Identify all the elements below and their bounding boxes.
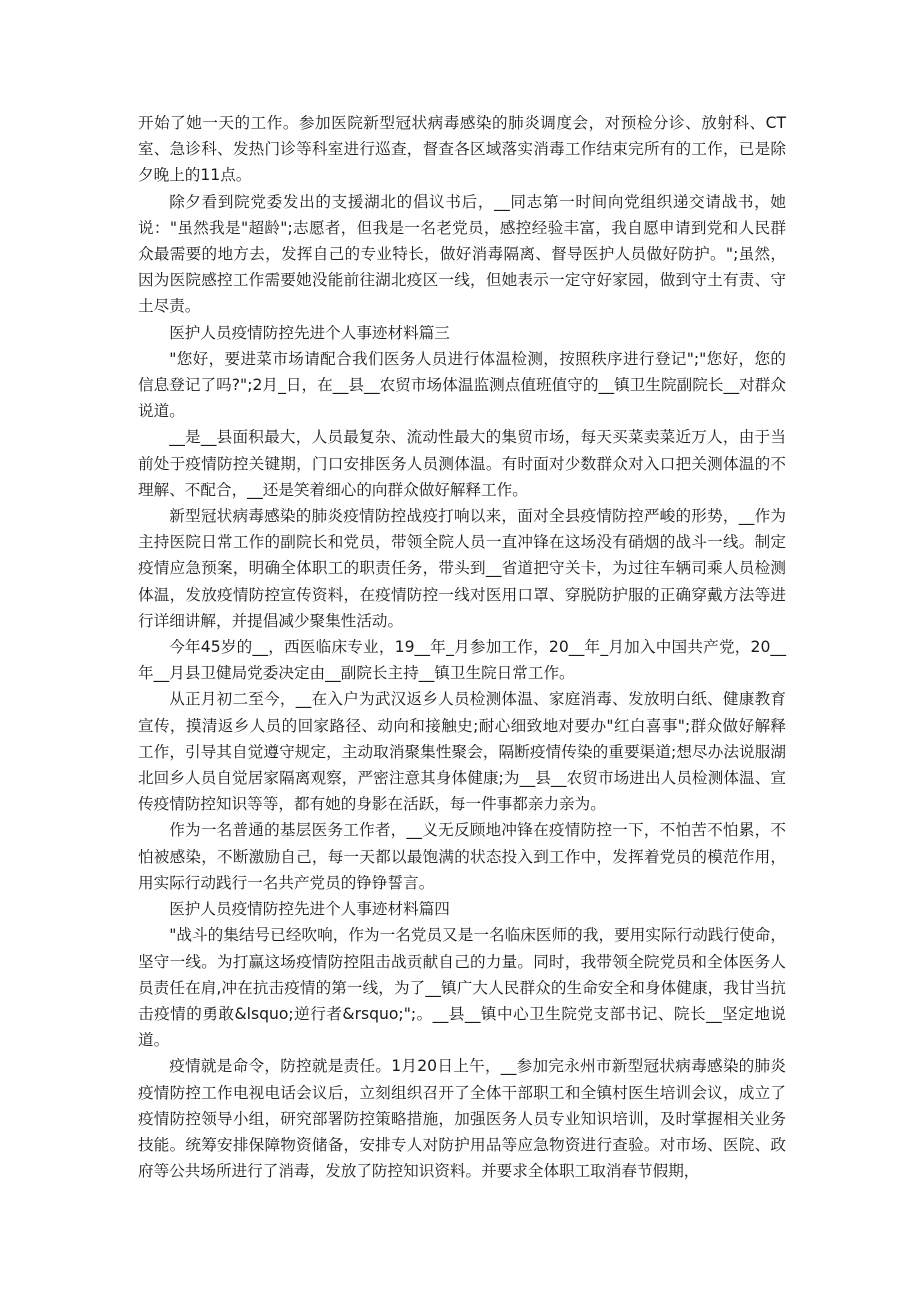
paragraph-continuation: 开始了她一天的工作。参加医院新型冠状病毒感染的肺炎调度会，对预检分诊、放射科、CT室、急诊科、发热门诊等科室进行巡查，督查各区域落实消毒工作结束完所有的工作，已是除夕晚上的11点。: [138, 114, 786, 185]
paragraph-market-greeting: "您好，要进菜市场请配合我们医务人员进行体温检测，按照秩序进行登记";"您好，您的信息登记了吗?";2月_日，在__县__农贸市场体温监测点值班值守的__镇卫生院副院长__对群众说道。: [138, 349, 786, 421]
paragraph-volunteer-request: 除夕看到院党委发出的支援湖北的倡议书后，__同志第一时间向党组织递交请战书，她说："虽然我是"超龄";志愿者，但我是一名老党员，感控经验丰富，我自愿申请到党和人民群众最需要的地方去，发挥自己的专业特长，做好消毒隔离、督导医护人员做好防护。";虽然，因为医院感控工作需要她没能前往湖北疫区一线，但她表示一定守好家园，做到守土有责、守土尽责。: [138, 192, 786, 316]
paragraph-biography: 今年45岁的__，西医临床专业，19__年_月参加工作，20__年_月加入中国共产党，20__年__月县卫健局党委决定由__副院长主持__镇卫生院日常工作。: [138, 638, 786, 683]
section-heading-part-four: 医护人员疫情防控先进个人事迹材料篇四: [169, 900, 450, 919]
section-heading-part-three: 医护人员疫情防控先进个人事迹材料篇三: [169, 323, 450, 342]
paragraph-battle-call: "战斗的集结号已经吹响，作为一名党员又是一名临床医师的我，要用实际行动践行使命，坚守一线。为打赢这场疫情防控阻击战贡献自己的力量。同时，我带领全院党员和全体医务人员责任在肩,冲在抗击疫情的第一线，为了__镇广大人民群众的生命安全和身体健康，我甘当抗击疫情的勇敢&lsquo;逆行者&rsquo;";。__县__镇中心卫生院党支部书记、院长__坚定地说道。: [138, 926, 786, 1050]
document-page: [138, 110, 786, 1184]
paragraph-dedication: 作为一名普通的基层医务工作者，__义无反顾地冲锋在疫情防控一下，不怕苦不怕累，不怕被感染，不断激励自己，每一天都以最饱满的状态投入到工作中，发挥着党员的模范作用，用实际行动践行一名共产党员的铮铮誓言。: [138, 821, 786, 892]
paragraph-home-visits: 从正月初二至今，__在入户为武汉返乡人员检测体温、家庭消毒、发放明白纸、健康教育宣传，摸清返乡人员的回家路径、动向和接触史;耐心细致地对要办"红白喜事";群众做好解释工作，引导其自觉遵守规定，主动取消聚集性聚会，隔断疫情传染的重要渠道;想尽办法说服湖北回乡人员自觉居家隔离观察，严密注意其身体健康;为__县__农贸市场进出人员检测体温、宣传疫情防控知识等等，都有她的身影在活跃，每一件事都亲力亲为。: [138, 690, 786, 814]
paragraph-command-duty: 疫情就是命令，防控就是责任。1月20日上午，__参加完永州市新型冠状病毒感染的肺炎疫情防控工作电视电话会议后，立刻组织召开了全体干部职工和全镇村医生培训会议，成立了疫情防控领导小组，研究部署防控策略措施，加强医务人员专业知识培训，及时掌握相关业务技能。统筹安排保障物资储备，安排专人对防护用品等应急物资进行查验。对市场、医院、政府等公共场所进行了消毒，发放了防控知识资料。并要求全体职工取消春节假期，: [138, 1057, 786, 1181]
paragraph-epidemic-response: 新型冠状病毒感染的肺炎疫情防控战疫打响以来，面对全县疫情防控严峻的形势，__作为主持医院日常工作的副院长和党员，带领全院人员一直冲锋在这场没有硝烟的战斗一线。制定疫情应急预案，明确全体职工的职责任务，带头到__省道把守关卡，为过往车辆司乘人员检测体温，发放疫情防控宣传资料，在疫情防控一线对医用口罩、穿脱防护服的正确穿戴方法等进行详细讲解，并提倡减少聚集性活动。: [138, 507, 786, 630]
paragraph-market-description: __是__县面积最大，人员最复杂、流动性最大的集贸市场，每天买菜卖菜近万人，由于当前处于疫情防控关键期，门口安排医务人员测体温。有时面对少数群众对入口把关测体温的不理解、不配合，__还是笑着细心的向群众做好解释工作。: [138, 428, 786, 499]
